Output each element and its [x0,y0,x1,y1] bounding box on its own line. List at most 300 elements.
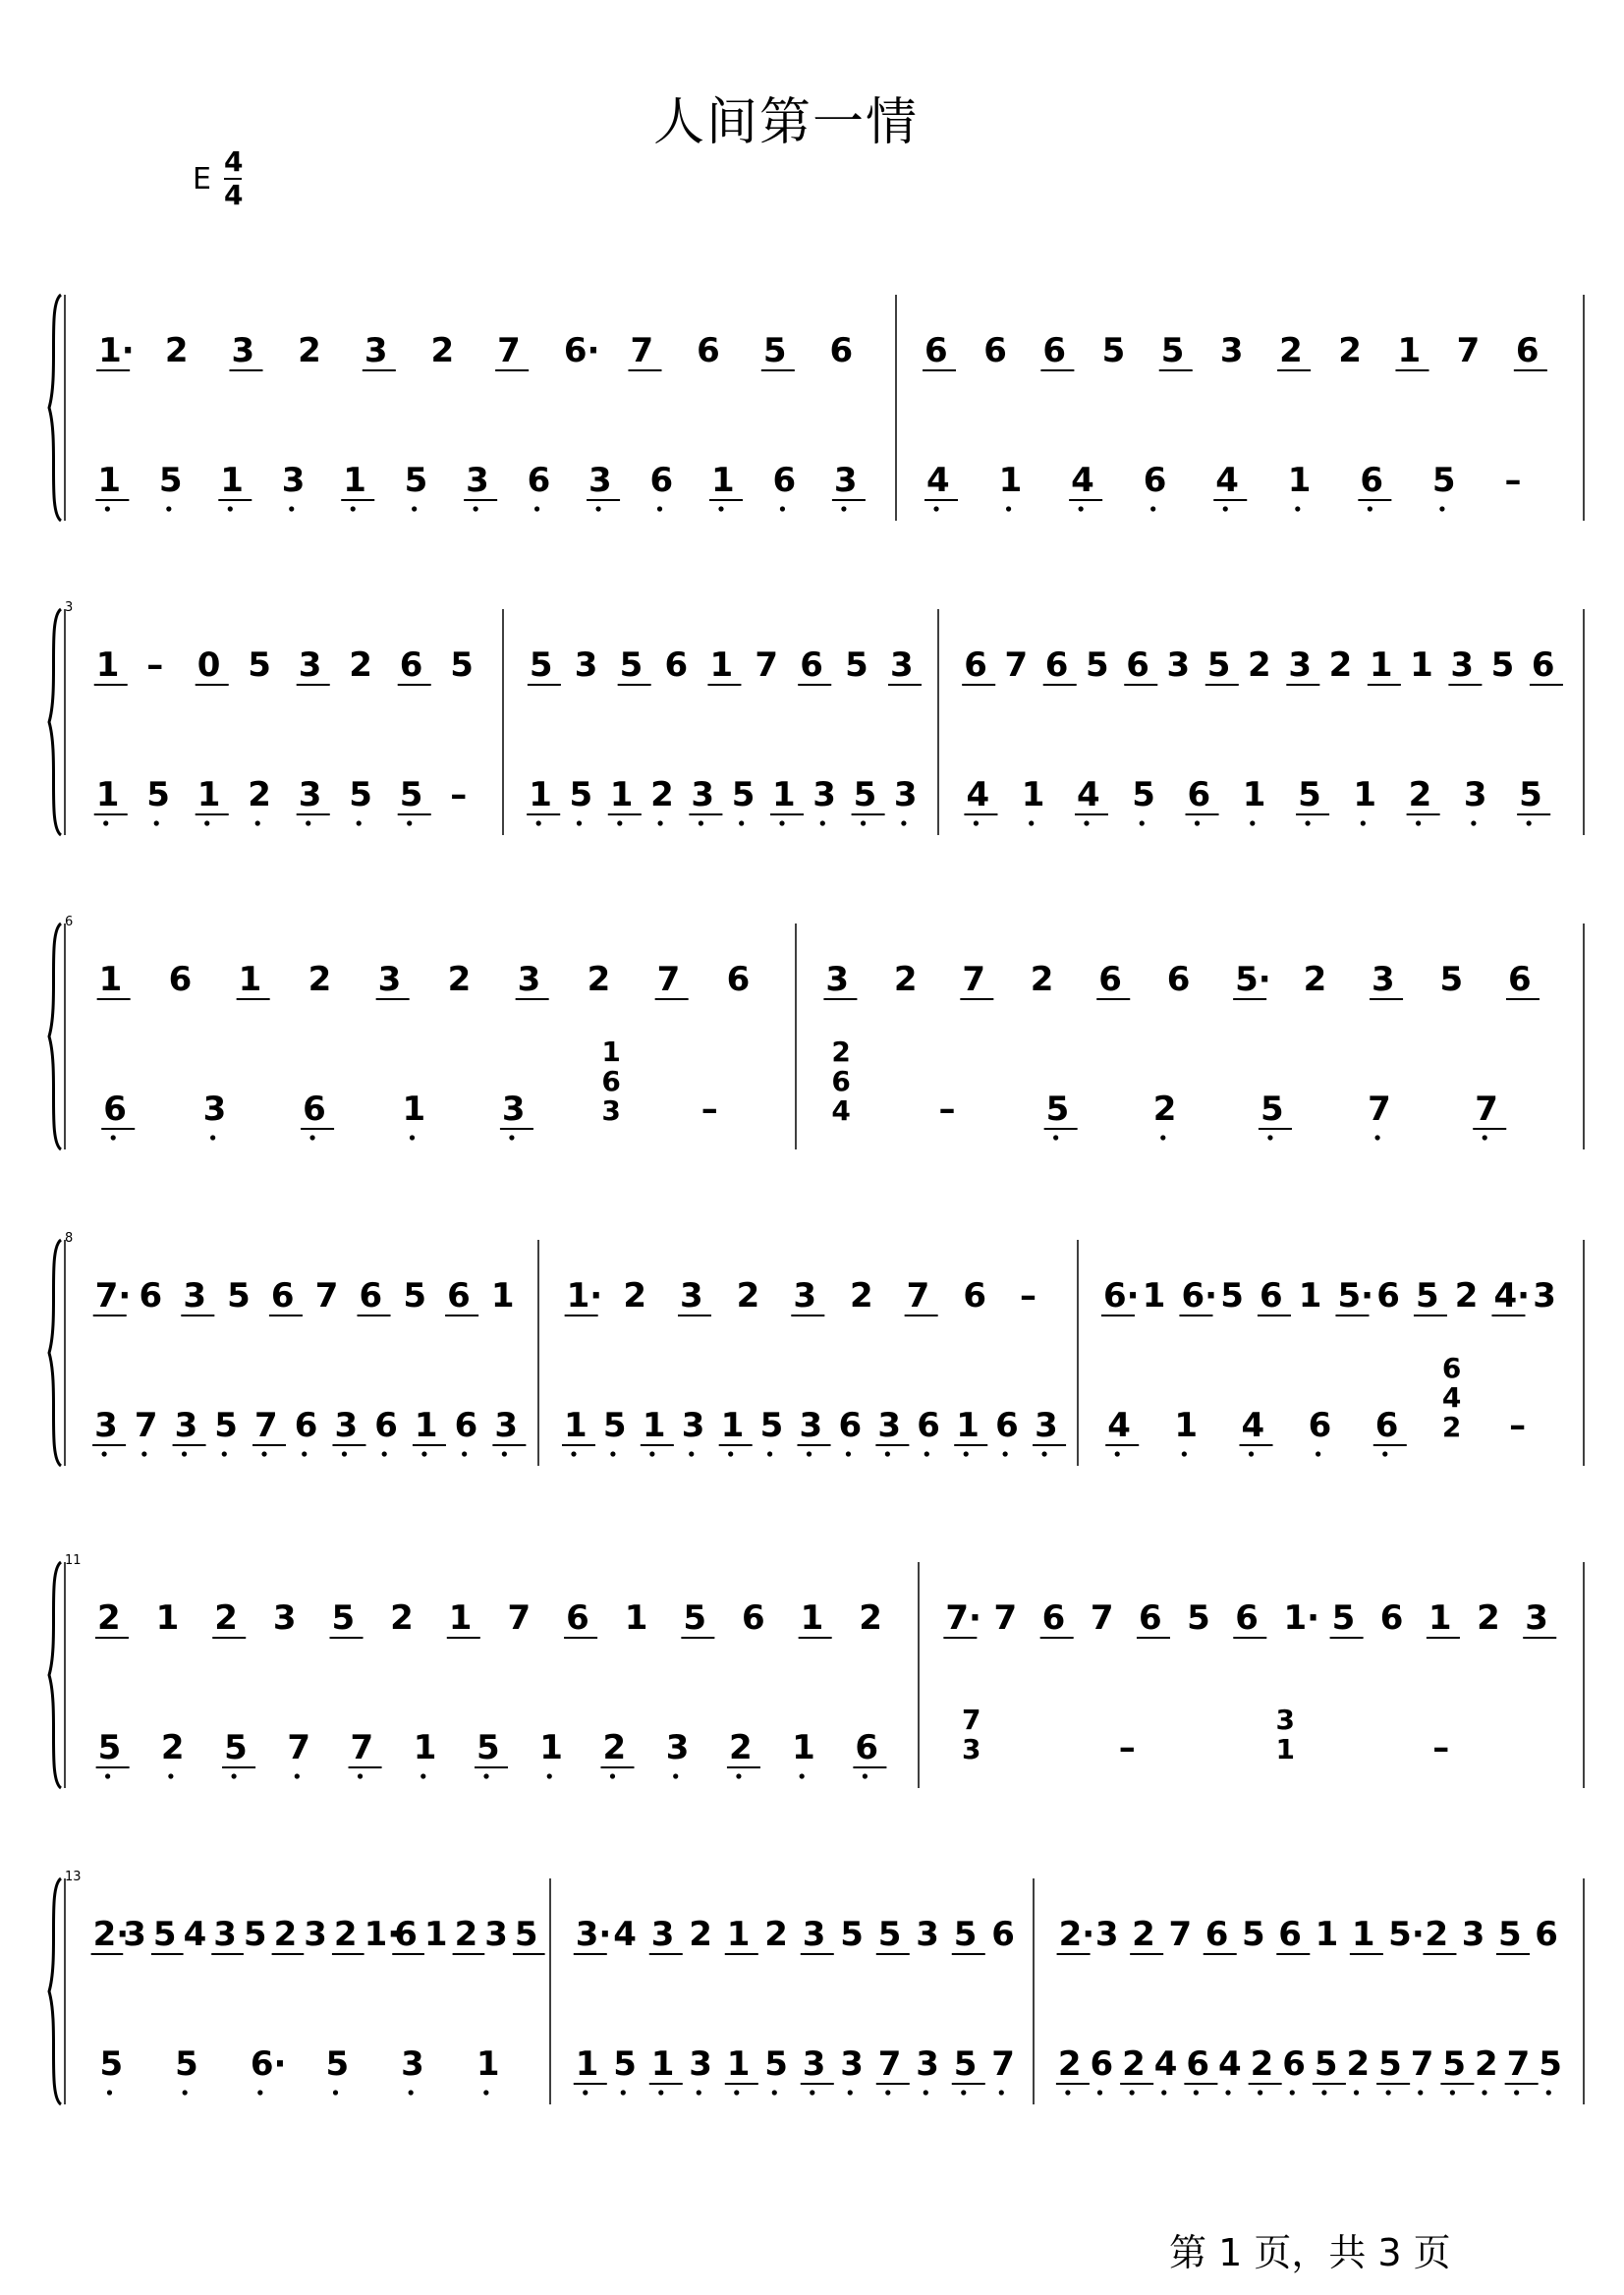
chord-note: 6 [1441,1352,1462,1384]
octave-dot-low [1527,820,1532,825]
octave-dot-low [1439,506,1444,511]
note: 3 [281,461,306,500]
note: 7 [656,960,681,999]
note: 5 [404,461,428,500]
note: 5 [853,775,877,814]
octave-dot-low [103,820,108,825]
hold-dash: – [1432,1728,1450,1767]
note: 3 [401,2044,424,2084]
octave-dot-low [1150,506,1155,511]
octave-dot-low [107,2090,112,2095]
octave-dot-low [1482,2090,1486,2095]
octave-dot-low [228,506,233,511]
hold-dash: – [146,645,164,685]
octave-dot-low [736,1773,741,1778]
note: 4 [1153,2044,1178,2084]
octave-dot-low [1305,820,1310,825]
note: 1 [95,775,120,814]
note: 6 [664,645,689,685]
note: 1 [1287,461,1312,500]
octave-dot-low [718,506,723,511]
note: 6· [563,331,600,370]
note: 5 [175,2044,198,2084]
note: 6· [1181,1276,1218,1315]
octave-dot-low [1418,2090,1423,2095]
note: 5· [1235,960,1271,999]
octave-dot-low [1029,820,1034,825]
note: 1 [238,960,262,999]
note: 3 [304,1915,327,1954]
note: 1 [413,1728,437,1767]
note: 5 [325,2044,350,2084]
octave-dot-low [1003,1451,1008,1456]
octave-dot-low [964,1451,969,1456]
measure-number: 11 [65,1553,82,1568]
note: 2 [1408,775,1432,814]
note: 4 [1215,461,1239,500]
note: 6 [1042,331,1067,370]
octave-dot-low [1223,506,1228,511]
note: 3 [213,1915,237,1954]
note: 2 [298,331,321,370]
note: 5 [158,461,183,500]
octave-dot-low [1374,1135,1379,1140]
note: 1 [220,461,244,500]
note: 3 [691,775,715,814]
note: 2 [1152,1090,1177,1129]
octave-dot-low [728,1451,733,1456]
system-3 [49,915,1584,1149]
note: 2 [1303,960,1327,999]
octave-dot-low [168,1773,173,1778]
note: 5 [764,2044,788,2084]
note: 5 [450,645,474,685]
system-brace [49,609,61,835]
note: 1 [1410,645,1433,685]
octave-dot-low [105,1773,110,1778]
note: 3 [588,461,612,500]
hold-dash: – [1019,1276,1036,1315]
octave-dot-low [410,1135,415,1140]
octave-dot-low [1249,1451,1254,1456]
octave-dot-low [309,1135,314,1140]
chord-note: 6 [831,1065,851,1097]
note: 7 [991,2044,1015,2084]
octave-dot-low [154,820,159,825]
note: 6 [1098,960,1122,999]
note: 1 [650,2044,675,2084]
octave-dot-low [351,506,356,511]
note: 6 [1379,1598,1404,1638]
octave-dot-low [257,2090,262,2095]
note: 4· [1493,1276,1531,1315]
note: 7 [755,645,778,685]
note: 3 [517,960,541,999]
note: 1 [490,1276,515,1315]
note: 6 [1044,645,1069,685]
note: 4 [926,461,950,500]
octave-dot-low [800,1773,805,1778]
note: 6 [1126,645,1149,685]
note: 2 [1425,1915,1449,1954]
octave-dot-low [183,2090,188,2095]
octave-dot-low [1065,2090,1070,2095]
note: 5 [1439,960,1464,999]
note: 5 [845,645,868,685]
note: 6 [1531,645,1555,685]
note: 3 [272,1598,297,1638]
note: 5 [152,1915,177,1954]
octave-dot-low [1250,820,1255,825]
note: 1 [196,775,221,814]
note: 4 [1076,775,1100,814]
note: 1 [414,1406,438,1445]
octave-dot-low [657,820,662,825]
octave-dot-low [1450,2090,1455,2095]
note: 3 [501,1090,526,1129]
note: 6 [566,1598,589,1638]
note: 5 [1498,1915,1522,1954]
note: 6 [374,1406,398,1445]
octave-dot-low [885,1451,890,1456]
note: 3 [494,1406,519,1445]
note: 6· [250,2044,287,2084]
note: 6 [742,1598,765,1638]
note: 2 [849,1276,873,1315]
hold-dash: – [1118,1728,1136,1767]
note: 2 [1030,960,1054,999]
note: 5 [1132,775,1155,814]
note: 6 [697,331,720,370]
note: 3 [298,775,322,814]
octave-dot-low [1079,506,1084,511]
note: 6 [1376,1276,1400,1315]
note: 5 [759,1406,784,1445]
octave-dot-low [658,2090,663,2095]
octave-dot-low [841,506,846,511]
note: 2 [333,1915,358,1954]
note: 6 [270,1276,295,1315]
octave-dot-low [1354,2090,1359,2095]
octave-dot-low [1321,2090,1326,2095]
octave-dot-low [1041,1451,1046,1456]
note: 6 [1278,1915,1302,1954]
octave-dot-low [810,2090,814,2095]
note: 6 [1259,1276,1283,1315]
measure-number: 3 [65,600,74,615]
note: 3 [1219,331,1244,370]
note: 2 [1248,645,1271,685]
note: 1 [720,1406,745,1445]
note: 1 [402,1090,426,1129]
note: 2 [214,1598,238,1638]
note: 5 [1519,775,1542,814]
note: 7 [1168,1915,1193,1954]
octave-dot-low [261,1451,266,1456]
note: 3 [94,1406,118,1445]
octave-dot-low [848,2090,853,2095]
note: 2 [1454,1276,1479,1315]
note: 5 [331,1598,356,1638]
note: 1 [95,645,120,685]
octave-dot-low [204,820,209,825]
note: 1 [343,461,366,500]
octave-dot-low [1194,2090,1199,2095]
note: 1 [956,1406,980,1445]
note: 5 [613,2044,637,2084]
octave-dot-low [583,2090,588,2095]
note: 3 [183,1276,206,1315]
octave-dot-low [1316,1451,1320,1456]
note: 5 [953,1915,978,1954]
note: 1 [98,960,123,999]
note: 5 [248,645,271,685]
octave-dot-low [571,1451,576,1456]
note: 4 [613,1915,637,1954]
note: 1 [792,1728,815,1767]
octave-dot-low [961,2090,966,2095]
octave-dot-low [780,506,785,511]
octave-dot-low [182,1451,187,1456]
note: 2 [728,1728,753,1767]
note: 3 [833,461,858,500]
octave-dot-low [421,1451,426,1456]
octave-dot-low [1161,2090,1166,2095]
time-signature-top: 4 [224,145,244,178]
octave-dot-low [483,1773,488,1778]
note: 5 [1101,331,1126,370]
note: 6 [103,1090,127,1129]
octave-dot-low [699,820,703,825]
note: 5 [1085,645,1109,685]
note: 6 [1186,2044,1210,2084]
octave-dot-low [1361,820,1366,825]
octave-dot-low [974,820,979,825]
note: 5 [529,645,553,685]
octave-dot-low [210,1135,215,1140]
note: 2 [893,960,918,999]
note: 7 [962,960,985,999]
octave-dot-low [1225,2090,1230,2095]
note: 3 [574,645,598,685]
note: 7 [314,1276,339,1315]
note: 6 [1235,1598,1259,1638]
note: 6 [800,645,823,685]
note: 3 [334,1406,359,1445]
note: 6 [1204,1915,1229,1954]
note: 3 [174,1406,198,1445]
note: 6 [1535,1915,1558,1954]
note: 1 [710,461,735,500]
octave-dot-low [1382,1451,1387,1456]
note: 6 [1090,2044,1114,2084]
note: 7 [497,331,521,370]
octave-dot-low [885,2090,890,2095]
octave-dot-low [697,2090,701,2095]
note: 1 [448,1598,473,1638]
octave-dot-low [1514,2090,1519,2095]
note: 1 [609,775,634,814]
octave-dot-low [1182,1451,1187,1456]
note: 3 [916,2044,939,2084]
note: 3 [889,645,914,685]
octave-dot-low [105,506,110,511]
hold-dash: – [450,775,468,814]
octave-dot-low [1290,2090,1295,2095]
system-1 [49,295,1584,521]
octave-dot-low [141,1451,146,1456]
note: 0 [196,645,221,685]
octave-dot-low [333,2090,338,2095]
note: 1 [1298,1276,1322,1315]
note: 3 [793,1276,816,1315]
note: 1 [575,2044,599,2084]
chord-note: 3 [1275,1704,1295,1736]
note: 2 [764,1915,788,1954]
note: 6 [1143,461,1167,500]
octave-dot-low [166,506,171,511]
note: 1· [1283,1598,1320,1638]
chord-note: 1 [1275,1733,1295,1765]
note: 2 [689,1915,712,1954]
octave-dot-low [1546,2090,1551,2095]
note: 5 [602,1406,627,1445]
octave-dot-low [739,820,744,825]
note: 6 [772,461,797,500]
note: 5 [1431,461,1456,500]
note: 3 [1461,1915,1485,1954]
note: 3 [1372,960,1395,999]
note: 2 [96,1598,121,1638]
note: 6 [1041,1598,1066,1638]
measure-number: 8 [65,1231,74,1246]
octave-dot-low [295,1773,300,1778]
note: 7 [350,1728,374,1767]
octave-dot-low [357,820,362,825]
measure-number: 13 [65,1870,82,1884]
note: 6 [1374,1406,1399,1445]
note: 3 [689,2044,712,2084]
note: 1 [624,1598,648,1638]
octave-dot-low [407,820,412,825]
note: 2 [160,1728,185,1767]
note: 3 [840,2044,864,2084]
note: 5 [99,2044,124,2084]
system-2 [49,600,1584,835]
note: 2 [587,960,611,999]
octave-dot-low [657,506,662,511]
octave-dot-low [1368,506,1372,511]
octave-dot-low [306,820,310,825]
octave-dot-low [1130,2090,1135,2095]
note: 5 [403,1276,426,1315]
note: 2 [1057,2044,1082,2084]
octave-dot-low [689,1451,694,1456]
note: 1 [1242,775,1266,814]
note: 4 [183,1915,207,1954]
note: 5 [1260,1090,1284,1129]
note: 3 [802,1915,826,1954]
octave-dot-low [595,506,600,511]
note: 1 [563,1406,588,1445]
octave-dot-low [772,2090,777,2095]
octave-dot-low [610,1451,615,1456]
note: 1· [566,1276,603,1315]
note: 1 [1397,331,1422,370]
note: 3 [1288,645,1312,685]
note: 1 [800,1598,824,1638]
note: 5 [1314,2044,1338,2084]
note: 3 [364,331,388,370]
octave-dot-low [102,1451,107,1456]
note: 3 [812,775,836,814]
note: 5 [227,1276,251,1315]
note: 3 [802,2044,826,2084]
note: 6 [963,1276,986,1315]
octave-dot-low [502,1451,507,1456]
note: 5 [243,1915,267,1954]
note: 6 [726,960,751,999]
octave-dot-low [1006,506,1011,511]
note: 5 [1298,775,1321,814]
octave-dot-low [901,820,906,825]
octave-dot-low [1471,820,1476,825]
hold-dash: – [1509,1406,1527,1445]
note: 5 [953,2044,978,2084]
note: 6 [1515,331,1540,370]
note: 7 [254,1406,278,1445]
note: 1 [709,645,734,685]
chord-note: 1 [601,1036,621,1068]
octave-dot-low [1195,820,1200,825]
note: 5 [146,775,170,814]
note: 2 [390,1598,414,1638]
note: 7 [1456,331,1481,370]
octave-dot-low [111,1135,116,1140]
note: 3 [665,1728,690,1767]
note: 2· [1058,1915,1095,1954]
octave-dot-low [1140,820,1145,825]
chord-note: 3 [961,1733,981,1765]
note: 6 [1138,1598,1162,1638]
chord-note: 4 [1441,1381,1462,1414]
note: 7 [993,1598,1018,1638]
note: 5 [97,1728,122,1767]
note: 7· [94,1276,132,1315]
note: 5 [619,645,644,685]
system-brace [49,1240,61,1466]
octave-dot-low [1386,2090,1391,2095]
note: 3 [650,1915,675,1954]
octave-dot-low [536,820,541,825]
octave-dot-low [1084,820,1089,825]
note: 2 [248,775,271,814]
note: 6 [964,645,987,685]
chord-note: 6 [601,1065,621,1097]
note: 2 [1132,1915,1155,1954]
note: 3 [1525,1598,1548,1638]
note: 5· [1388,1915,1425,1954]
note: 3 [681,1406,705,1445]
note: 3 [1094,1915,1119,1954]
hold-dash: – [1504,461,1522,500]
note: 4 [1071,461,1094,500]
note: 6 [1360,461,1384,500]
note: 6· [1102,1276,1140,1315]
note: 2 [273,1915,298,1954]
note: 6 [983,331,1007,370]
note: 7 [507,1598,532,1638]
